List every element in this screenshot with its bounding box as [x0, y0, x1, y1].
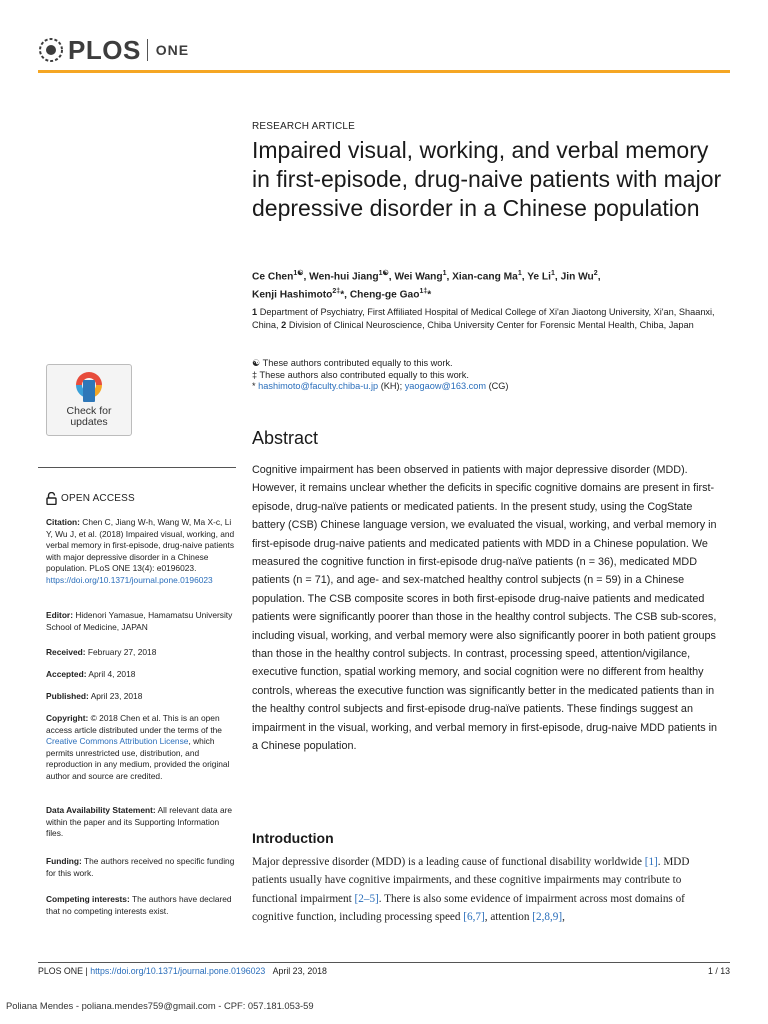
license-link[interactable]: Creative Commons Attribution License: [46, 736, 189, 747]
abstract-heading: Abstract: [252, 428, 319, 448]
page-number: 1 / 13: [707, 966, 730, 976]
equal-contribution-note: ☯ These authors contributed equally to this work.: [252, 358, 453, 368]
footer-left: [38, 966, 327, 976]
reference-link[interactable]: [1]: [644, 856, 658, 868]
copyright-text-continued: , which permits unrestricted use, distribution, and reproduction in any medium, provided the original author and source are credited.: [46, 736, 230, 781]
author-affiliation-marker: 2: [593, 270, 598, 277]
author-name: Kenji Hashimoto: [252, 289, 333, 301]
author-name: Xian-cang Ma: [452, 271, 518, 283]
affiliation-text: Division of Clinical Neuroscience, Chiba University Center for Forensic Mental Health, Chiba, Japan: [288, 320, 694, 331]
received-label: Received:: [46, 647, 86, 657]
citation-doi-link[interactable]: https://doi.org/10.1371/journal.pone.0196023: [46, 574, 213, 585]
data-availability-block: [46, 805, 238, 840]
email-link[interactable]: yaogaow@163.com: [404, 381, 487, 392]
intro-text: , attention: [484, 910, 533, 923]
check-for-updates-icon: [74, 370, 104, 404]
author-name: Ce Chen: [252, 271, 294, 283]
footer-separator: |: [85, 966, 88, 976]
reference-link[interactable]: [2,8,9]: [532, 910, 563, 923]
check-for-updates-button[interactable]: [46, 364, 132, 436]
copyright-label: Copyright:: [46, 713, 89, 723]
author-affiliation-marker: 1: [551, 270, 555, 277]
reference-link[interactable]: [6,7]: [463, 910, 485, 923]
article-title: Impaired visual, working, and verbal memory in first-episode, drug-naive patients with major depressive disorder in a Chinese population: [252, 137, 722, 221]
also-contributed-note: ‡ These authors also contributed equally to this work.: [252, 369, 469, 380]
published-label: Published:: [46, 691, 89, 701]
check-for-updates-label: Check for updates: [66, 405, 112, 428]
author-affiliation-marker: 2‡: [332, 288, 341, 296]
intro-text: . MDD patients usually have cognitive impairments, and these cognitive impairments may contribute to functional impairment: [252, 856, 690, 905]
affiliations: [252, 306, 722, 333]
editor-label: Editor:: [46, 610, 73, 620]
open-lock-icon: [46, 492, 57, 505]
introduction-heading: Introduction: [252, 830, 334, 846]
left-column-rule: [38, 467, 236, 468]
funding-text: The authors received no specific funding for this work.: [46, 856, 235, 878]
plos-one-logo[interactable]: [38, 34, 189, 66]
data-availability-text: All relevant data are within the paper and its Supporting Information files.: [46, 805, 233, 839]
accepted-block: [46, 669, 238, 681]
competing-interests-text: The authors have declared that no competing interests exist.: [46, 894, 232, 916]
editor-block: [46, 610, 238, 633]
brand-name: PLOS: [68, 34, 141, 65]
received-date: February 27, 2018: [87, 647, 157, 657]
author-affiliation-marker: 1☯: [293, 270, 304, 277]
journal-name: ONE: [155, 42, 190, 58]
author-name: Ye Li: [527, 271, 551, 283]
author-name: Wei Wang: [394, 271, 443, 283]
funding-block: [46, 856, 238, 879]
author-affiliation-marker: 1: [517, 270, 522, 277]
footer-doi-link[interactable]: https://doi.org/10.1371/journal.pone.0196023: [90, 966, 266, 976]
author-affiliation-marker: 1☯: [378, 270, 389, 277]
affiliation-number: 1: [252, 307, 258, 317]
accepted-date: April 4, 2018: [88, 669, 136, 679]
author-list: Ce Chen$^{1☯}$, Wen-hui Jiang$^{1☯}$, Wei Wang$^1$, Xian-cang Ma$^1$, Ye Li$^1$, Jin Wu$^2$, Kenji Hashimoto$^{2\ddagger}$*, Cheng-ge Gao$^{1\ddagger}$*: [252, 270, 601, 301]
introduction-body: [252, 853, 722, 926]
logo-divider: [147, 39, 148, 61]
email-link[interactable]: hashimoto@faculty.chiba-u.jp: [258, 381, 379, 392]
footer-rule: [38, 962, 730, 963]
author-name: Cheng-ge Gao: [349, 289, 420, 301]
author-name: Jin Wu: [560, 271, 594, 283]
intro-text: . There is also some evidence of impairment across most domains of cognitive function, including processing speed: [252, 892, 685, 923]
open-access-label: [46, 492, 135, 505]
author-affiliation-marker: 1: [442, 270, 447, 277]
article-type: RESEARCH ARTICLE: [252, 121, 356, 132]
footer-journal: PLOS ONE: [38, 966, 83, 976]
citation-block: [46, 517, 238, 587]
intro-text: Major depressive disorder (MDD) is a leading cause of functional disability worldwide: [252, 856, 645, 868]
abstract-body: Cognitive impairment has been observed in patients with major depressive disorder (MDD). However, it remains unclear whether the deficits in specific cognitive domains are present in first-episode, drug-naïve patients or medicated patients. In the present study, using the CogState battery (CSB) Chinese language version, we evaluated the visual, working, and verbal memory in first-episode drug-naive patients and medicated patients with MDD in a Chinese population. We measured the cognitive function in first-episode drug-naïve patients (n = 36), medicated MDD patients (n = 71), and age- and sex-matched healthy control subjects (n = 59) in a Chinese population. The CSB composite scores in both first-episode drug-naive patients and medicated patients were significantly poorer than those in the healthy control subjects. The CSB sub-scores, including visual, working, and verbal memory were also significantly poorer in both patient groups than those in the healthy control subjects. In contrast, processing speed, attention/vigilance, executive function, spatial working memory, and social cognition were no different from healthy controls, whereas the executive function was significantly better in the medicated patients than in the healthy control subjects and first-episode drug-naïve patients. These findings suggest an impairment in the visual, working, and verbal memory in first-episode, drug-naive MDD patients in a Chinese population.: [252, 464, 718, 753]
author-notes: [252, 358, 722, 393]
footer-date: April 23, 2018: [272, 966, 327, 976]
affiliation-text: Department of Psychiatry, First Affiliated Hospital of Medical College of Xi'an Jiaotong University, Xi'an, Shaanxi, China,: [252, 307, 715, 331]
editor-text: Hidenori Yamasue, Hamamatsu University School of Medicine, JAPAN: [46, 610, 233, 632]
copyright-text: © 2018 Chen et al. This is an open access article distributed under the terms of the: [46, 713, 222, 735]
page-footer: [38, 966, 730, 976]
accepted-label: Accepted:: [46, 669, 87, 679]
data-availability-label: Data Availability Statement:: [46, 805, 156, 815]
copyright-block: [46, 713, 238, 783]
header-accent-rule: [38, 70, 730, 73]
affiliation-number: 2: [281, 320, 287, 331]
citation-text: Chen C, Jiang W-h, Wang W, Ma X-c, Li Y, Wu J, et al. (2018) Impaired visual, working, and verbal memory in first-episode, drug-naive patients with major depressive disorder in a Chinese population. PLoS ONE 13(4): e0196023.: [46, 517, 235, 574]
correspondence-line: [252, 381, 722, 393]
watermark: Poliana Mendes - poliana.mendes759@gmail.com - CPF: 057.181.053-59: [6, 1000, 314, 1011]
corresponding-author-marker: *: [340, 289, 345, 301]
received-block: [46, 647, 238, 659]
funding-label: Funding:: [46, 856, 82, 866]
reference-link[interactable]: [2–5]: [354, 892, 379, 905]
author-name: Wen-hui Jiang: [309, 271, 379, 283]
published-date: April 23, 2018: [90, 691, 143, 701]
competing-interests-label: Competing interests:: [46, 894, 130, 904]
plos-logo-icon: [38, 37, 64, 63]
citation-label: Citation:: [46, 517, 80, 527]
correspondence-initials: (CG): [488, 381, 509, 392]
correspondence-star: *: [252, 381, 256, 392]
published-block: [46, 691, 238, 703]
competing-interests-block: [46, 894, 238, 917]
correspondence-initials: (KH);: [380, 381, 403, 392]
intro-text: ,: [562, 910, 565, 923]
author-affiliation-marker: 1‡: [419, 288, 428, 296]
corresponding-author-marker: *: [427, 289, 432, 301]
open-access-text: OPEN ACCESS: [61, 493, 135, 504]
